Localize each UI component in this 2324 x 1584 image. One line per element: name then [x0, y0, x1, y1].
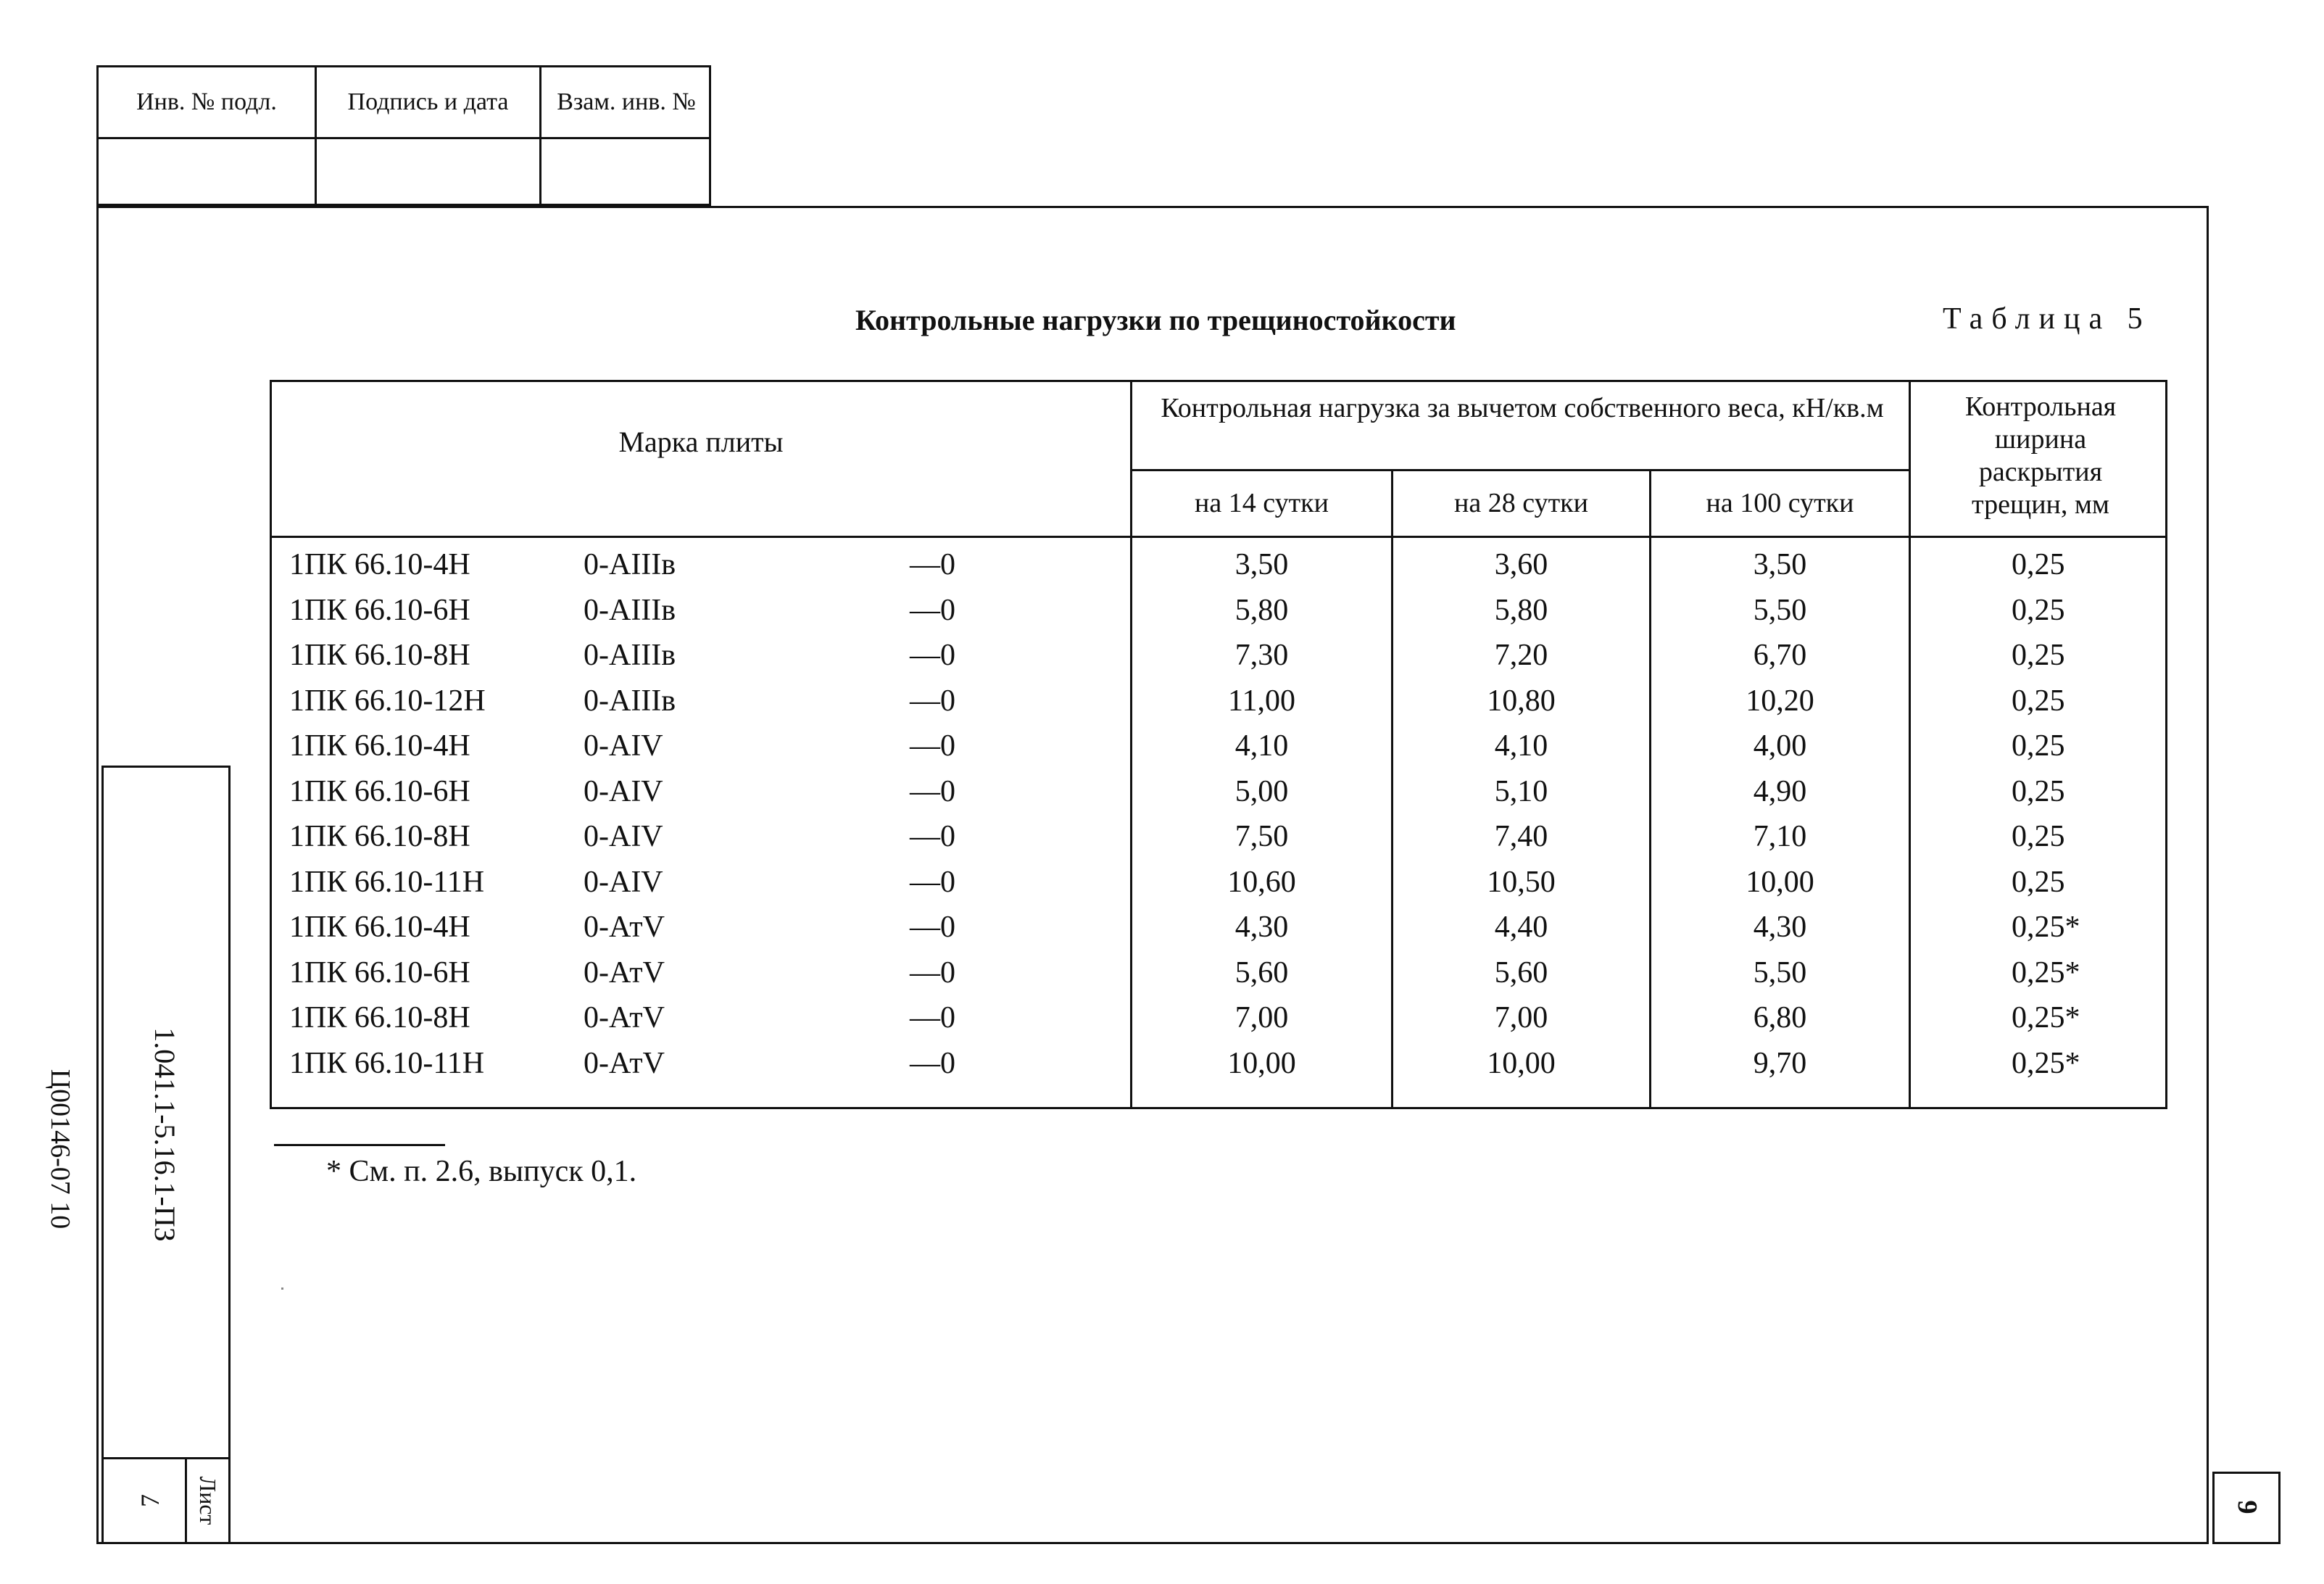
- binding-divider: [101, 1457, 231, 1459]
- table-row: [272, 729, 2165, 774]
- cell-suffix: —0: [910, 911, 955, 944]
- cell-d28: 10,50: [1487, 865, 1556, 899]
- table-row: [272, 547, 2165, 593]
- cell-d100: 9,70: [1753, 1046, 1807, 1080]
- footnote: * См. п. 2.6, выпуск 0,1.: [326, 1155, 637, 1188]
- cell-d100: 4,30: [1753, 911, 1807, 944]
- cell-d28: 4,40: [1494, 911, 1548, 944]
- table-row: [272, 865, 2165, 911]
- header-day14: на 14 сутки: [1195, 488, 1329, 518]
- document-code: 1.041.1-5.16.1-ПЗ: [149, 1027, 181, 1242]
- cell-d28: 7,40: [1494, 820, 1548, 853]
- stamp-replace-header: Взам. инв. №: [557, 88, 696, 115]
- cell-d100: 10,00: [1746, 865, 1814, 899]
- cell-d28: 10,80: [1487, 684, 1556, 718]
- cell-mark: 1ПК 66.10-12Н: [289, 684, 486, 718]
- cell-mark: 1ПК 66.10-6Н: [289, 593, 470, 627]
- header-crack-width: Контрольная ширина раскрытия трещин, мм: [1964, 391, 2117, 520]
- header-load-group: Контрольная нагрузка за вычетом собственного веса, кН/кв.м: [1161, 393, 1884, 423]
- cell-d100: 4,00: [1753, 729, 1807, 763]
- cell-d100: 4,90: [1753, 774, 1807, 808]
- cell-crack: 0,25: [2012, 639, 2065, 672]
- cell-suffix: —0: [910, 684, 955, 718]
- cell-mark: 1ПК 66.10-11Н: [289, 865, 485, 899]
- cell-crack: 0,25*: [2012, 955, 2080, 990]
- cell-crack: 0,25*: [2012, 911, 2080, 944]
- cell-d28: 3,60: [1494, 548, 1548, 581]
- page-number: 9: [2232, 1500, 2262, 1514]
- cell-suffix: —0: [910, 820, 955, 853]
- cell-mark: 1ПК 66.10-8Н: [289, 639, 470, 672]
- table-title: Контрольные нагрузки по трещиностойкости: [855, 304, 1456, 336]
- footnote-rule: [274, 1144, 445, 1146]
- cell-suffix: —0: [910, 729, 955, 763]
- cell-suffix: —0: [910, 955, 955, 990]
- cell-steel: 0-АтV: [584, 1046, 665, 1080]
- table-row: [272, 1000, 2165, 1046]
- cell-steel: 0-АIV: [584, 774, 663, 808]
- stamp-inv-header: Инв. № подл.: [136, 88, 277, 115]
- cell-steel: 0-АIIIв: [584, 639, 676, 672]
- cell-suffix: —0: [910, 548, 955, 581]
- cell-steel: 0-АIV: [584, 729, 663, 763]
- stamp-signature-header: Подпись и дата: [347, 88, 509, 115]
- cell-d100: 3,50: [1753, 548, 1807, 581]
- cell-crack: 0,25: [2012, 684, 2065, 718]
- cell-d14: 7,00: [1234, 1001, 1289, 1034]
- cell-d14: 5,00: [1234, 774, 1289, 808]
- table-number-label: Таблица 5: [1943, 302, 2151, 336]
- cell-d28: 5,60: [1494, 955, 1548, 990]
- cell-d14: 11,00: [1228, 684, 1295, 718]
- cell-d100: 5,50: [1753, 955, 1807, 990]
- cell-suffix: —0: [910, 639, 955, 672]
- crack-resistance-table: [270, 380, 2167, 1109]
- cell-d28: 7,00: [1494, 1001, 1548, 1034]
- cell-suffix: —0: [910, 593, 955, 627]
- cell-d14: 3,50: [1234, 548, 1289, 581]
- cell-steel: 0-АIIIв: [584, 548, 676, 581]
- archive-code: Ц00146-07 10: [45, 1069, 75, 1230]
- cell-d100: 10,20: [1746, 684, 1814, 718]
- sheet-label: Лист: [195, 1476, 221, 1525]
- header-bottom-rule: [272, 536, 2165, 538]
- cell-steel: 0-АIV: [584, 820, 663, 853]
- cell-mark: 1ПК 66.10-4Н: [289, 548, 470, 581]
- cell-steel: 0-АтV: [584, 955, 665, 990]
- cell-crack: 0,25: [2012, 865, 2065, 899]
- sheet-number: 7: [136, 1494, 165, 1507]
- cell-crack: 0,25: [2012, 593, 2065, 627]
- cell-crack: 0,25: [2012, 774, 2065, 808]
- cell-steel: 0-АтV: [584, 911, 665, 944]
- header-subdivider: [1130, 469, 1909, 471]
- cell-d14: 7,30: [1234, 639, 1289, 672]
- cell-d100: 7,10: [1753, 820, 1807, 853]
- table-row: [272, 593, 2165, 639]
- table-row: [272, 910, 2165, 955]
- cell-d14: 5,80: [1234, 593, 1289, 627]
- binding-divider: [185, 1457, 187, 1544]
- cell-d14: 4,10: [1234, 729, 1289, 763]
- cell-d100: 6,70: [1753, 639, 1807, 672]
- cell-steel: 0-АIV: [584, 865, 663, 899]
- scan-speck: [281, 1287, 283, 1290]
- cell-d28: 4,10: [1494, 729, 1548, 763]
- cell-mark: 1ПК 66.10-4Н: [289, 911, 470, 944]
- cell-steel: 0-АтV: [584, 1001, 665, 1034]
- table-row: [272, 684, 2165, 729]
- approval-stamp: [96, 65, 711, 206]
- table-row: [272, 774, 2165, 820]
- cell-mark: 1ПК 66.10-11Н: [289, 1046, 485, 1080]
- cell-suffix: —0: [910, 1046, 955, 1080]
- cell-d14: 5,60: [1234, 955, 1289, 990]
- cell-d14: 4,30: [1234, 911, 1289, 944]
- cell-suffix: —0: [910, 865, 955, 899]
- cell-d14: 10,00: [1227, 1046, 1296, 1080]
- cell-crack: 0,25: [2012, 820, 2065, 853]
- cell-d28: 7,20: [1494, 639, 1548, 672]
- table-row: [272, 955, 2165, 1001]
- cell-steel: 0-АIIIв: [584, 593, 676, 627]
- cell-crack: 0,25: [2012, 729, 2065, 763]
- cell-mark: 1ПК 66.10-6Н: [289, 774, 470, 808]
- cell-mark: 1ПК 66.10-8Н: [289, 1001, 470, 1034]
- cell-d14: 7,50: [1234, 820, 1289, 853]
- table-row: [272, 819, 2165, 865]
- cell-mark: 1ПК 66.10-4Н: [289, 729, 470, 763]
- cell-d28: 5,10: [1494, 774, 1548, 808]
- cell-suffix: —0: [910, 774, 955, 808]
- cell-d28: 10,00: [1487, 1046, 1556, 1080]
- cell-suffix: —0: [910, 1001, 955, 1034]
- cell-d28: 5,80: [1494, 593, 1548, 627]
- cell-crack: 0,25: [2012, 548, 2065, 581]
- cell-mark: 1ПК 66.10-6Н: [289, 955, 470, 990]
- header-day100: на 100 сутки: [1706, 488, 1854, 518]
- cell-d14: 10,60: [1227, 865, 1296, 899]
- cell-d100: 5,50: [1753, 593, 1807, 627]
- table-row: [272, 1046, 2165, 1092]
- cell-crack: 0,25*: [2012, 1001, 2080, 1034]
- cell-d100: 6,80: [1753, 1001, 1807, 1034]
- cell-mark: 1ПК 66.10-8Н: [289, 820, 470, 853]
- header-mark: Марка плиты: [618, 426, 784, 458]
- cell-steel: 0-АIIIв: [584, 684, 676, 718]
- header-day28: на 28 сутки: [1454, 488, 1588, 518]
- table-row: [272, 638, 2165, 684]
- cell-crack: 0,25*: [2012, 1046, 2080, 1080]
